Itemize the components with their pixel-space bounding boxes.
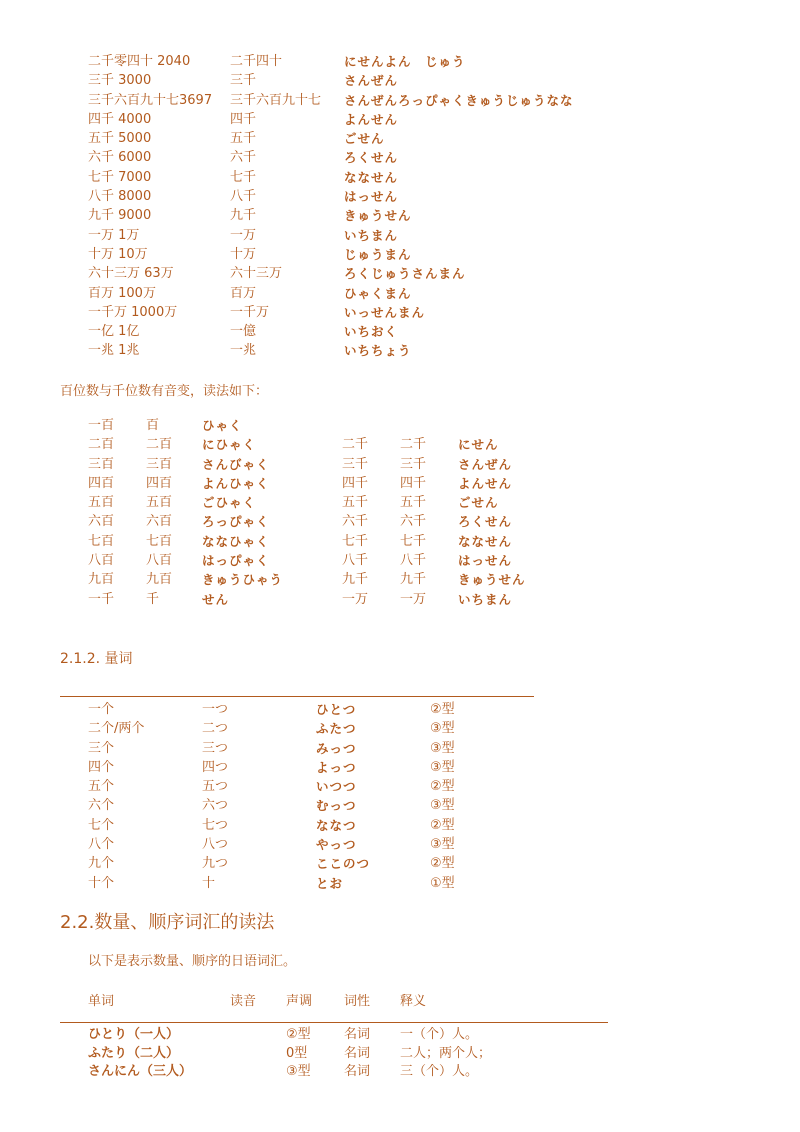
word-row-cell: 二人；两个人；	[400, 1045, 492, 1061]
number-row-cell: 一万 1万	[88, 227, 140, 243]
number-row-cell: 一万	[230, 227, 257, 243]
hundreds-row-cell: 九千	[400, 572, 427, 588]
hundreds-row-cell: 四百	[88, 475, 115, 491]
counter-row-cell: 五つ	[202, 779, 229, 795]
hundreds-row-cell: 二百	[88, 437, 115, 453]
number-row-cell: ななせん	[344, 169, 399, 185]
counter-row-cell: 六つ	[202, 798, 229, 814]
hundreds-row-cell: 九百	[146, 572, 173, 588]
number-row-cell: 六十三万 63万	[88, 266, 174, 282]
counter-row-cell: 四个	[88, 759, 115, 775]
section-heading-quantity-order: 2.2.数量、顺序词汇的读法	[60, 912, 275, 933]
hundreds-row-cell: 一百	[88, 418, 115, 433]
counter-row-cell: ここのつ	[316, 856, 371, 872]
number-row-cell: 二千零四十 2040	[88, 54, 191, 69]
hundreds-row-cell: ななひゃく	[202, 533, 270, 549]
counter-row-cell: ②型	[430, 779, 455, 795]
counter-row-cell: ③型	[430, 740, 455, 756]
number-row-cell: さんぜんろっぴゃくきゅうじゅうなな	[344, 92, 574, 108]
hundreds-row-cell: にせん	[458, 437, 499, 453]
hundreds-row-cell: 六百	[88, 514, 115, 530]
word-row-cell: 名词	[344, 1045, 371, 1061]
header-tone: 声调	[286, 994, 313, 1009]
number-row-cell: 七千	[230, 169, 257, 185]
header-word: 单词	[88, 994, 115, 1009]
word-row-cell: ふたり（二人）	[88, 1045, 180, 1061]
number-row-cell: いちおく	[344, 324, 399, 340]
counter-row-cell: ③型	[430, 798, 455, 814]
counter-row-cell: 九つ	[202, 856, 229, 872]
hundreds-row-cell: 六百	[146, 514, 173, 530]
number-row-cell: 一千万 1000万	[88, 304, 178, 320]
counter-row-cell: ②型	[430, 856, 455, 872]
hundreds-row-cell: 二千	[400, 437, 427, 453]
hundreds-row-cell: 三百	[146, 456, 173, 472]
counter-row-cell: 十个	[88, 875, 115, 891]
number-row-cell: 九千	[230, 208, 257, 224]
number-row-cell: にせんよん じゅう	[344, 54, 466, 69]
hundreds-row-cell: 九千	[342, 572, 369, 588]
counter-row-cell: 五个	[88, 779, 115, 795]
word-row-cell: 名词	[344, 1064, 371, 1079]
counter-row-cell: ひとつ	[316, 702, 357, 717]
hundreds-row-cell: 五百	[88, 495, 115, 511]
counter-row-cell: とお	[316, 875, 344, 891]
number-row-cell: 一千万	[230, 304, 270, 320]
number-row-cell: 五千	[230, 131, 257, 147]
counter-row-cell: 三个	[88, 740, 115, 756]
hundreds-row-cell: 二百	[146, 437, 173, 453]
hundreds-row-cell: ななせん	[458, 533, 513, 549]
number-row-cell: 七千 7000	[88, 169, 152, 185]
counter-row-cell: 七つ	[202, 817, 229, 833]
hundreds-row-cell: 八千	[400, 553, 427, 569]
number-row-cell: 九千 9000	[88, 208, 152, 224]
counter-row-cell: 三つ	[202, 740, 229, 756]
hundreds-row-cell: ごせん	[458, 495, 499, 511]
hundreds-row-cell: よんひゃく	[202, 475, 270, 491]
hundreds-row-cell: 一万	[342, 591, 369, 607]
number-row-cell: じゅうまん	[344, 246, 412, 262]
number-row-cell: ごせん	[344, 131, 385, 147]
hundreds-row-cell: 八千	[342, 553, 369, 569]
word-row-cell: ③型	[286, 1064, 311, 1079]
number-row-cell: いっせんまん	[344, 304, 426, 320]
hundreds-row-cell: 七千	[342, 533, 369, 549]
word-row-cell: さんにん（三人）	[88, 1064, 193, 1079]
word-row-cell: 0型	[286, 1045, 308, 1061]
hundreds-row-cell: 三千	[400, 456, 427, 472]
number-row-cell: 一兆	[230, 343, 257, 359]
word-row-cell: 三（个）人。	[400, 1064, 479, 1079]
header-meaning: 释义	[400, 994, 427, 1009]
counter-row-cell: 十	[202, 875, 216, 891]
hundreds-row-cell: よんせん	[458, 475, 513, 491]
word-row-cell: 一（个）人。	[400, 1027, 479, 1042]
hundreds-row-cell: いちまん	[458, 591, 513, 607]
counter-row-cell: ③型	[430, 721, 455, 737]
word-row-cell: ひとり（一人）	[88, 1027, 180, 1042]
hundreds-row-cell: はっぴゃく	[202, 553, 270, 569]
counter-row-cell: いつつ	[316, 779, 357, 795]
number-row-cell: 一兆 1兆	[88, 343, 140, 359]
hundreds-row-cell: 六千	[400, 514, 427, 530]
counter-row-cell: ななつ	[316, 817, 357, 833]
counter-row-cell: やっつ	[316, 837, 357, 853]
counter-row-cell: 二つ	[202, 721, 229, 737]
hundreds-row-cell: 一千	[88, 591, 115, 607]
word-row-cell: 名词	[344, 1027, 371, 1042]
header-reading: 读音	[230, 994, 257, 1009]
header-pos: 词性	[344, 994, 371, 1009]
hundreds-row-cell: 三千	[342, 456, 369, 472]
hundreds-row-cell: 五百	[146, 495, 173, 511]
number-row-cell: 五千 5000	[88, 131, 152, 147]
hundreds-row-cell: 八百	[88, 553, 115, 569]
sound-change-note: 百位数与千位数有音变，读法如下：	[60, 384, 269, 399]
word-row-cell: ②型	[286, 1027, 311, 1042]
hundreds-row-cell: 千	[146, 591, 160, 607]
number-row-cell: 二千四十	[230, 54, 283, 69]
number-row-cell: 三千	[230, 73, 257, 89]
number-row-cell: 四千	[230, 111, 257, 127]
counter-row-cell: むっつ	[316, 798, 357, 814]
number-row-cell: ひゃくまん	[344, 285, 412, 301]
counter-row-cell: ②型	[430, 702, 455, 717]
number-row-cell: はっせん	[344, 189, 399, 205]
counter-row-cell: 八つ	[202, 837, 229, 853]
counter-row-cell: ②型	[430, 817, 455, 833]
number-row-cell: 一亿 1亿	[88, 324, 140, 340]
counter-row-cell: 二个/两个	[88, 721, 145, 737]
number-row-cell: 四千 4000	[88, 111, 152, 127]
hundreds-row-cell: ごひゃく	[202, 495, 257, 511]
table-rule	[60, 696, 534, 697]
number-row-cell: 六千 6000	[88, 150, 152, 166]
counter-row-cell: 九个	[88, 856, 115, 872]
number-row-cell: さんぜん	[344, 73, 399, 89]
hundreds-row-cell: きゅうひゃう	[202, 572, 284, 588]
hundreds-row-cell: 五千	[342, 495, 369, 511]
hundreds-row-cell: ろっぴゃく	[202, 514, 270, 530]
hundreds-row-cell: 八百	[146, 553, 173, 569]
number-row-cell: きゅうせん	[344, 208, 412, 224]
number-row-cell: 八千 8000	[88, 189, 152, 205]
hundreds-row-cell: 四千	[342, 475, 369, 491]
number-row-cell: 百万 100万	[88, 285, 156, 301]
hundreds-row-cell: ひゃく	[202, 418, 243, 433]
hundreds-row-cell: 六千	[342, 514, 369, 530]
hundreds-row-cell: きゅうせん	[458, 572, 526, 588]
hundreds-row-cell: 百	[146, 418, 160, 433]
number-row-cell: 百万	[230, 285, 257, 301]
number-row-cell: よんせん	[344, 111, 399, 127]
hundreds-row-cell: 九百	[88, 572, 115, 588]
number-row-cell: ろくせん	[344, 150, 399, 166]
counter-row-cell: 一个	[88, 702, 115, 717]
counter-row-cell: ①型	[430, 875, 455, 891]
number-row-cell: 六千	[230, 150, 257, 166]
counter-row-cell: ③型	[430, 759, 455, 775]
counter-row-cell: 一つ	[202, 702, 229, 717]
number-row-cell: 十万	[230, 246, 257, 262]
counter-row-cell: 八个	[88, 837, 115, 853]
hundreds-row-cell: 七百	[88, 533, 115, 549]
table-rule	[60, 1022, 608, 1023]
counter-row-cell: 七个	[88, 817, 115, 833]
section-heading-counters: 2.1.2. 量词	[60, 651, 133, 667]
counter-row-cell: 六个	[88, 798, 115, 814]
hundreds-row-cell: さんぜん	[458, 456, 513, 472]
counter-row-cell: 四つ	[202, 759, 229, 775]
hundreds-row-cell: 四百	[146, 475, 173, 491]
hundreds-row-cell: 二千	[342, 437, 369, 453]
hundreds-row-cell: 一万	[400, 591, 427, 607]
hundreds-row-cell: 七百	[146, 533, 173, 549]
hundreds-row-cell: 三百	[88, 456, 115, 472]
hundreds-row-cell: さんびゃく	[202, 456, 270, 472]
number-row-cell: 一億	[230, 324, 257, 340]
number-row-cell: 十万 10万	[88, 246, 148, 262]
number-row-cell: 三千六百九十七	[230, 92, 322, 108]
counter-row-cell: よっつ	[316, 759, 357, 775]
hundreds-row-cell: 四千	[400, 475, 427, 491]
hundreds-row-cell: にひゃく	[202, 437, 257, 453]
hundreds-row-cell: ろくせん	[458, 514, 513, 530]
counter-row-cell: みっつ	[316, 740, 357, 756]
counter-row-cell: ふたつ	[316, 721, 357, 737]
hundreds-row-cell: 五千	[400, 495, 427, 511]
hundreds-row-cell: はっせん	[458, 553, 513, 569]
number-row-cell: 三千 3000	[88, 73, 152, 89]
number-row-cell: 八千	[230, 189, 257, 205]
counter-row-cell: ③型	[430, 837, 455, 853]
hundreds-row-cell: せん	[202, 591, 230, 607]
number-row-cell: 三千六百九十七3697	[88, 92, 213, 108]
number-row-cell: いちまん	[344, 227, 399, 243]
number-row-cell: 六十三万	[230, 266, 283, 282]
number-row-cell: いちちょう	[344, 343, 412, 359]
intro-text: 以下是表示数量、顺序的日语词汇。	[88, 954, 297, 969]
hundreds-row-cell: 七千	[400, 533, 427, 549]
number-row-cell: ろくじゅうさんまん	[344, 266, 466, 282]
